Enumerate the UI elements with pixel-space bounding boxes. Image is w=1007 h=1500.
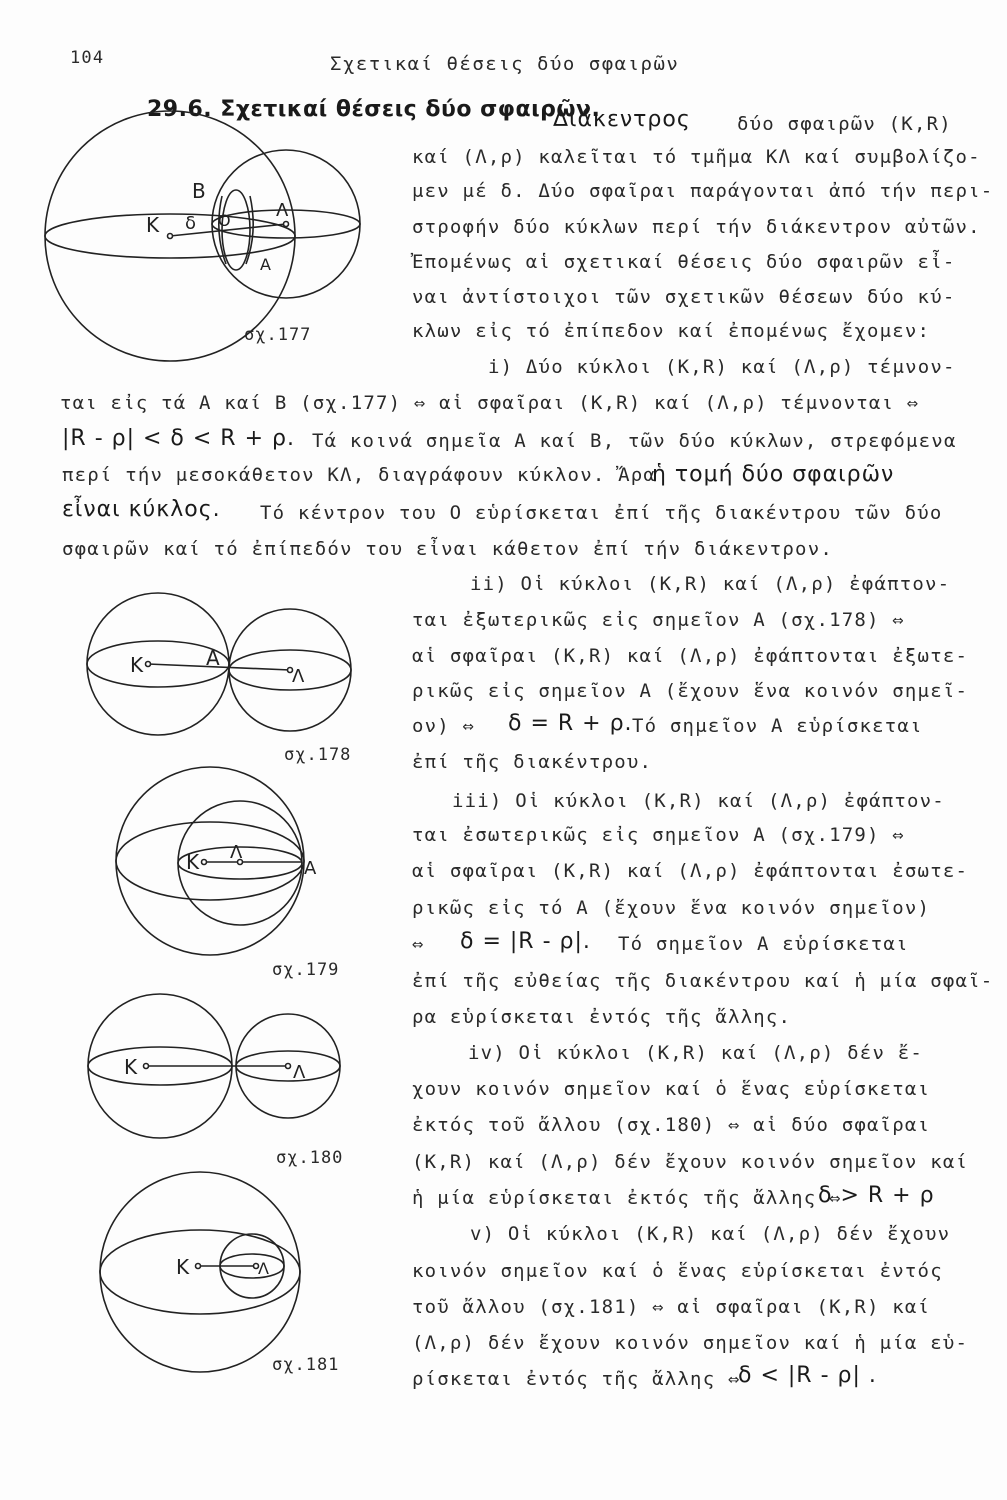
- sphere-outline: [116, 767, 304, 955]
- text-line: ἐπί τῆς εὐθείας τῆς διακέντρου καί ἡ μία σφαῖ-: [412, 970, 994, 992]
- text-line: ται ἐσωτερικῶς εἰς σημεῖον Α (σχ.179) ⇔: [412, 824, 905, 846]
- figure-caption: σχ.179: [272, 960, 340, 980]
- text-line: ται ἐξωτερικῶς εἰς σημεῖον Α (σχ.178) ⇔: [412, 609, 905, 631]
- running-title: Σχετικαί θέσεις δύο σφαιρῶν: [330, 53, 680, 75]
- emphasis: ἡ τομή δύο σφαιρῶν: [652, 462, 895, 487]
- fig-label: Β: [192, 179, 206, 203]
- equator-ellipse: [100, 1230, 300, 1314]
- text-line: κλων εἰς τό ἐπίπεδον καί ἐπομένως ἔχομεν:: [412, 320, 931, 342]
- figure-180: [88, 994, 340, 1138]
- text-line: δύο σφαιρῶν (Κ,R): [737, 113, 952, 135]
- text-line: ἐπί τῆς διακέντρου.: [412, 751, 653, 773]
- text-line: ρίσκεται ἐντός τῆς ἄλλης ⇔: [412, 1368, 741, 1390]
- fig-label: Λ: [258, 1259, 269, 1278]
- text-line: v) Οἱ κύκλοι (Κ,R) καί (Λ,ρ) δέν ἔχουν: [470, 1223, 951, 1245]
- formula: δ = |R - ρ|.: [460, 929, 591, 954]
- formula: δ = R + ρ.: [508, 711, 633, 736]
- formula: δ > R + ρ: [818, 1183, 935, 1208]
- text-line: Τό κέντρον του Ο εὑρίσκεται ἐπί τῆς διακέντρου τῶν δύο: [260, 502, 943, 524]
- text-line: χουν κοινόν σημεῖον καί ὁ ἕνας εὑρίσκεται: [412, 1078, 931, 1100]
- text-line: σφαιρῶν καί τό ἐπίπεδόν του εἶναι κάθετον ἐπί τήν διάκεντρον.: [62, 538, 833, 560]
- figure-caption: σχ.178: [284, 745, 352, 765]
- text-line: ρικῶς εἰς τό Α (ἔχουν ἕνα κοινόν σημεῖον): [412, 897, 931, 919]
- text-line: ρα εὑρίσκεται ἐντός τῆς ἄλλης.: [412, 1006, 792, 1028]
- section-term: Διάκεντρος: [553, 107, 691, 132]
- text-line: μεν μέ δ. Δύο σφαῖραι παράγονται ἀπό τήν περι-: [412, 180, 994, 202]
- figure-caption: σχ.177: [244, 325, 312, 345]
- figure-caption: σχ.181: [272, 1355, 340, 1375]
- fig-label: Κ: [130, 653, 144, 677]
- text-line: στροφήν δύο κύκλων περί τήν διάκεντρον αὐτῶν.: [412, 216, 981, 238]
- text-line: i) Δύο κύκλοι (Κ,R) καί (Λ,ρ) τέμνον-: [488, 356, 956, 378]
- text-line: αἱ σφαῖραι (Κ,R) καί (Λ,ρ) ἐφάπτονται ἐξωτε-: [412, 645, 969, 667]
- text-line: αἱ σφαῖραι (Κ,R) καί (Λ,ρ) ἐφάπτονται ἐσωτε-: [412, 860, 969, 882]
- center-point: [144, 1064, 149, 1069]
- text-line: ται εἰς τά Α καί Β (σχ.177) ⇔ αἱ σφαῖραι (Κ,R) καί (Λ,ρ) τέμνονται ⇔: [60, 392, 920, 414]
- fig-label: Λ: [276, 200, 289, 221]
- text-line: ρικῶς εἰς σημεῖον Α (ἔχουν ἕνα κοινόν σημεῖ-: [412, 680, 969, 702]
- text-line: Ἐπομένως αἱ σχετικαί θέσεις δύο σφαιρῶν εἶ-: [412, 251, 956, 273]
- fig-label: Λ: [292, 666, 305, 687]
- text-line: περί τήν μεσοκάθετον ΚΛ, διαγράφουν κύκλον. Ἄρα: [62, 464, 657, 486]
- fig-label: Ο: [218, 211, 231, 230]
- fig-label: Λ: [230, 842, 243, 863]
- text-line: Τό σημεῖον Α εὑρίσκεται: [632, 715, 923, 737]
- text-line: ⇔: [412, 933, 425, 955]
- sphere-outline: [100, 1172, 300, 1372]
- fig-label: δ: [185, 213, 197, 234]
- center-point: [284, 222, 289, 227]
- page-number: 104: [70, 48, 105, 68]
- center-point: [202, 860, 207, 865]
- figure-178: [87, 593, 351, 735]
- formula: δ < |R - ρ| .: [738, 1363, 877, 1388]
- text-line: iii) Οἱ κύκλοι (Κ,R) καί (Λ,ρ) ἐφάπτον-: [452, 790, 945, 812]
- text-line: κοινόν σημεῖον καί ὁ ἕνας εὑρίσκεται ἐντός: [412, 1260, 943, 1282]
- figure-caption: σχ.180: [276, 1148, 344, 1168]
- text-line: ἡ μία εὑρίσκεται ἐκτός τῆς ἄλλης ⇔: [412, 1187, 842, 1209]
- fig-label: Α: [260, 255, 271, 274]
- text-line: (Κ,R) καί (Λ,ρ) δέν ἔχουν κοινόν σημεῖον καί: [412, 1151, 969, 1173]
- center-point: [196, 1264, 201, 1269]
- figure-177: [45, 111, 360, 361]
- emphasis: εἶναι κύκλος.: [62, 497, 221, 522]
- figure-181: [100, 1172, 300, 1372]
- fig-label: Α: [304, 858, 317, 879]
- text-line: Τό σημεῖον Α εὑρίσκεται: [618, 933, 909, 955]
- text-line: Τά κοινά σημεῖα Α καί Β, τῶν δύο κύκλων, στρεφόμενα: [312, 430, 957, 452]
- text-line: iv) Οἱ κύκλοι (Κ,R) καί (Λ,ρ) δέν ἔ-: [468, 1042, 924, 1064]
- text-line: ἐκτός τοῦ ἄλλου (σχ.180) ⇔ αἱ δύο σφαῖραι: [412, 1114, 931, 1136]
- center-point: [146, 662, 151, 667]
- text-line: ναι ἀντίστοιχοι τῶν σχετικῶν θέσεων δύο κύ-: [412, 286, 956, 308]
- fig-label: Κ: [186, 850, 200, 874]
- center-point: [286, 1064, 291, 1069]
- formula: |R - ρ| < δ < R + ρ.: [62, 426, 295, 451]
- text-line: ον) ⇔: [412, 715, 476, 737]
- fig-label: Κ: [124, 1055, 138, 1079]
- text-line: (Λ,ρ) δέν ἔχουν κοινόν σημεῖον καί ἡ μία εὑ-: [412, 1332, 969, 1354]
- center-point: [168, 234, 173, 239]
- fig-label: Λ: [293, 1062, 306, 1083]
- text-line: καί (Λ,ρ) καλεῖται τό τμῆμα ΚΛ καί συμβολίζο-: [412, 146, 981, 168]
- text-line: τοῦ ἄλλου (σχ.181) ⇔ αἱ σφαῖραι (Κ,R) καί: [412, 1296, 931, 1318]
- figure-179: [116, 767, 317, 955]
- fig-label: Κ: [176, 1255, 190, 1279]
- fig-label: Κ: [146, 213, 160, 237]
- section-title: 29.6. Σχετικαί θέσεις δύο σφαιρῶν.: [147, 97, 601, 122]
- text-line: ii) Οἱ κύκλοι (Κ,R) καί (Λ,ρ) ἐφάπτον-: [470, 573, 951, 595]
- fig-label: Α: [206, 646, 220, 670]
- equator-ellipse: [116, 822, 304, 900]
